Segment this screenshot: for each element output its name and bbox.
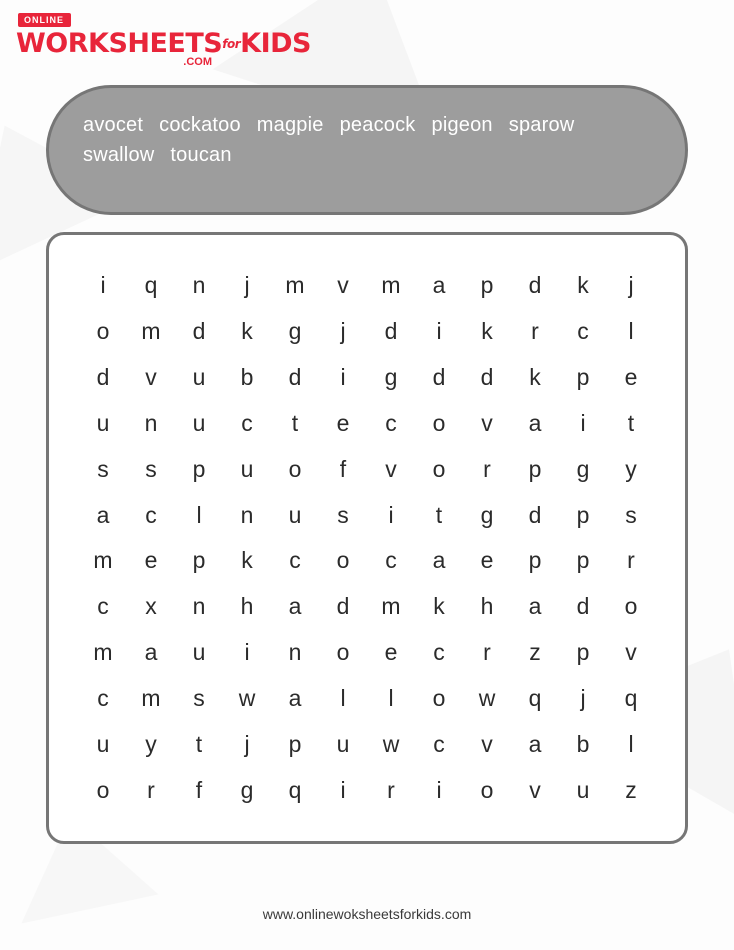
word-search-cell: m (381, 593, 401, 620)
site-logo (16, 10, 311, 69)
word-search-cell: w (382, 730, 400, 757)
word-search-cell: i (100, 272, 106, 299)
word-bank-panel (46, 85, 688, 215)
word-search-cell: c (289, 547, 301, 574)
word-search-cell: r (483, 639, 491, 666)
word-search-cell: d (96, 364, 110, 391)
word-search-cell: k (481, 318, 493, 345)
word-search-cell: d (576, 593, 590, 620)
word-search-cell: u (96, 730, 110, 757)
word-search-cell: w (238, 684, 256, 711)
word-search-cell: c (385, 409, 397, 436)
word-search-cell: y (145, 730, 157, 757)
word-search-row (79, 584, 655, 630)
word-search-cell: k (241, 547, 253, 574)
word-search-row (79, 675, 655, 721)
word-search-cell: k (577, 272, 589, 299)
word-search-cell: j (244, 730, 250, 757)
word-search-cell: d (384, 318, 398, 345)
word-search-cell: k (433, 593, 445, 620)
word-search-cell: m (141, 684, 161, 711)
word-search-cell: u (96, 409, 110, 436)
word-search-cell: n (144, 409, 158, 436)
word-search-cell: p (576, 364, 590, 391)
word-search-cell: c (97, 684, 109, 711)
word-search-cell: r (387, 776, 395, 803)
word-bank-word: avocet (83, 114, 144, 136)
word-search-cell: v (385, 455, 397, 482)
word-search-cell: s (625, 501, 637, 528)
word-search-cell: z (529, 639, 541, 666)
word-search-cell: a (288, 684, 302, 711)
word-search-cell: l (628, 318, 634, 345)
word-search-cell: s (145, 455, 157, 482)
word-search-cell: f (339, 455, 347, 482)
word-bank-word: pigeon (431, 114, 493, 136)
word-search-cell: p (528, 547, 542, 574)
word-search-cell: r (147, 776, 155, 803)
word-search-cell: t (195, 730, 203, 757)
word-search-cell: n (192, 272, 206, 299)
word-search-cell: j (244, 272, 250, 299)
word-search-cell: g (240, 776, 254, 803)
word-search-cell: x (145, 593, 157, 620)
word-search-cell: g (576, 455, 590, 482)
word-search-cell: j (340, 318, 346, 345)
word-search-cell: o (432, 455, 446, 482)
word-search-cell: s (193, 684, 205, 711)
word-search-cell: n (240, 501, 254, 528)
word-search-cell: c (577, 318, 589, 345)
word-search-cell: l (628, 730, 634, 757)
logo-wordmark (16, 28, 311, 59)
word-search-cell: c (97, 593, 109, 620)
word-search-cell: u (240, 455, 254, 482)
word-search-cell: r (483, 455, 491, 482)
word-search-cell: n (192, 593, 206, 620)
word-search-cell: f (195, 776, 203, 803)
word-search-cell: m (93, 639, 113, 666)
word-search-cell: g (480, 501, 494, 528)
word-search-cell: d (336, 593, 350, 620)
word-search-cell: c (145, 501, 157, 528)
logo-for-text: for (222, 37, 241, 51)
word-search-cell: t (291, 409, 299, 436)
word-bank-word: magpie (256, 114, 324, 136)
word-search-cell: u (192, 639, 206, 666)
word-search-cell: i (436, 776, 442, 803)
word-search-cell: m (285, 272, 305, 299)
word-bank-word: toucan (170, 144, 232, 167)
word-search-cell: e (384, 639, 398, 666)
word-search-cell: e (480, 547, 494, 574)
word-search-row (79, 630, 655, 676)
word-search-cell: u (192, 364, 206, 391)
word-search-row (79, 538, 655, 584)
word-search-cell: o (96, 776, 110, 803)
word-search-cell: c (241, 409, 253, 436)
logo-badge-online: ONLINE (18, 13, 71, 27)
word-search-cell: d (192, 318, 206, 345)
word-search-cell: p (288, 730, 302, 757)
word-search-row (79, 355, 655, 401)
word-search-cell: c (433, 639, 445, 666)
word-search-cell: h (480, 593, 494, 620)
word-search-cell: j (580, 684, 586, 711)
word-search-row (79, 309, 655, 355)
word-search-cell: d (528, 272, 542, 299)
word-search-cell: n (288, 639, 302, 666)
word-search-cell: e (624, 364, 638, 391)
word-search-cell: k (529, 364, 541, 391)
word-bank-list (83, 110, 651, 171)
word-search-cell: o (624, 593, 638, 620)
logo-worksheets-text: WORKSHEETS (16, 28, 223, 59)
word-search-cell: d (480, 364, 494, 391)
word-search-cell: b (240, 364, 254, 391)
word-search-cell: v (481, 730, 493, 757)
word-search-cell: l (388, 684, 394, 711)
word-search-cell: i (244, 639, 250, 666)
word-search-cell: p (576, 547, 590, 574)
word-search-cell: v (145, 364, 157, 391)
word-search-cell: o (432, 409, 446, 436)
word-search-row (79, 492, 655, 538)
word-search-cell: k (241, 318, 253, 345)
word-search-cell: a (96, 501, 110, 528)
word-bank-word: sparow (508, 114, 575, 136)
word-search-cell: d (528, 501, 542, 528)
word-bank-word: peacock (339, 114, 416, 136)
word-search-cell: u (576, 776, 590, 803)
word-search-cell: p (192, 455, 206, 482)
word-search-cell: o (480, 776, 494, 803)
word-search-cell: o (336, 639, 350, 666)
word-search-grid-body (79, 263, 655, 813)
word-search-cell: a (528, 593, 542, 620)
word-search-cell: i (340, 776, 346, 803)
word-search-cell: p (480, 272, 494, 299)
word-search-cell: p (576, 639, 590, 666)
word-search-cell: q (144, 272, 158, 299)
word-search-cell: s (337, 501, 349, 528)
word-search-cell: u (336, 730, 350, 757)
word-search-cell: y (625, 455, 637, 482)
word-search-row (79, 767, 655, 813)
word-search-cell: j (628, 272, 634, 299)
word-search-cell: s (97, 455, 109, 482)
word-search-cell: e (336, 409, 350, 436)
word-search-cell: r (531, 318, 539, 345)
word-search-cell: q (288, 776, 302, 803)
word-search-row (79, 446, 655, 492)
word-search-cell: a (528, 409, 542, 436)
word-search-grid-panel (46, 232, 688, 844)
word-search-cell: c (385, 547, 397, 574)
word-search-cell: a (432, 547, 446, 574)
word-search-cell: v (529, 776, 541, 803)
logo-kids-text: KIDS (240, 28, 311, 59)
word-search-grid (79, 263, 655, 813)
word-search-cell: p (528, 455, 542, 482)
word-search-cell: a (432, 272, 446, 299)
word-search-cell: i (340, 364, 346, 391)
word-bank-word: cockatoo (159, 114, 241, 136)
word-search-cell: h (240, 593, 254, 620)
word-search-cell: t (627, 409, 635, 436)
word-search-cell: o (288, 455, 302, 482)
word-search-row (79, 721, 655, 767)
word-search-cell: w (478, 684, 496, 711)
word-search-cell: q (624, 684, 638, 711)
word-search-cell: l (340, 684, 346, 711)
word-search-cell: o (336, 547, 350, 574)
word-search-cell: d (288, 364, 302, 391)
word-search-cell: v (481, 409, 493, 436)
word-search-cell: b (576, 730, 590, 757)
word-search-row (79, 263, 655, 309)
word-search-cell: i (436, 318, 442, 345)
word-search-cell: v (337, 272, 349, 299)
word-search-cell: m (141, 318, 161, 345)
word-search-cell: c (433, 730, 445, 757)
word-search-cell: v (625, 639, 637, 666)
word-search-cell: p (192, 547, 206, 574)
word-search-cell: a (528, 730, 542, 757)
word-search-cell: l (196, 501, 202, 528)
word-search-cell: d (432, 364, 446, 391)
word-bank-word: swallow (83, 144, 155, 167)
word-search-cell: e (144, 547, 158, 574)
word-search-cell: p (576, 501, 590, 528)
word-search-cell: m (93, 547, 113, 574)
word-search-cell: q (528, 684, 542, 711)
word-search-cell: i (580, 409, 586, 436)
word-search-cell: g (384, 364, 398, 391)
word-search-cell: g (288, 318, 302, 345)
word-search-cell: a (288, 593, 302, 620)
word-search-cell: t (435, 501, 443, 528)
word-search-cell: u (192, 409, 206, 436)
word-search-cell: m (381, 272, 401, 299)
word-search-row (79, 400, 655, 446)
word-search-cell: a (144, 639, 158, 666)
word-search-cell: o (432, 684, 446, 711)
word-search-cell: i (388, 501, 394, 528)
logo-domain-text: .COM (183, 56, 212, 69)
word-search-cell: r (627, 547, 635, 574)
word-search-cell: z (625, 776, 637, 803)
word-search-cell: u (288, 501, 302, 528)
word-search-cell: o (96, 318, 110, 345)
footer-url: www.onlinewoksheetsforkids.com (262, 906, 472, 922)
